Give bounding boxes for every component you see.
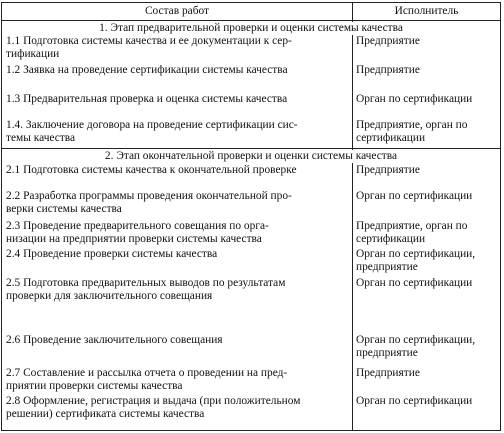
executor-cell: Орган по сертификации xyxy=(356,93,473,105)
executor-cell: Орган по сертификации, предприятие xyxy=(356,248,476,273)
work-cell: 2.3 Проведение предварительного совещания по орга- низации на предприятии проверки системы качества xyxy=(6,220,269,245)
work-cell: 2.8 Оформление, регистрация и выдача (при положительном решении) сертификата системы качества xyxy=(6,395,301,420)
section-title: 2. Этап окончательной проверки и оценки системы качества xyxy=(2,150,500,163)
work-cell: 1.1 Подготовка системы качества и ее документации к сер- тификации xyxy=(6,35,292,60)
work-cell: 1.3 Предварительная проверка и оценка системы качества xyxy=(6,93,288,105)
executor-cell: Предприятие xyxy=(356,35,420,47)
work-cell: 1.4. Заключение договора на проведение сертификации сис- темы качества xyxy=(6,119,298,144)
executor-cell: Предприятие xyxy=(356,164,420,176)
executor-cell: Предприятие xyxy=(356,64,420,76)
header-work: Состав работ xyxy=(144,5,210,17)
column-divider xyxy=(352,3,353,430)
executor-cell: Предприятие, орган по сертификации xyxy=(356,220,468,245)
executor-cell: Орган по сертификации, предприятие xyxy=(356,334,476,359)
header-executor: Исполнитель xyxy=(394,5,459,17)
work-cell: 2.6 Проведение заключительного совещания xyxy=(6,334,223,346)
section-title: 1. Этап предварительной проверки и оценки системы качества xyxy=(2,22,500,35)
executor-cell: Орган по сертификации xyxy=(356,395,473,407)
work-cell: 2.7 Составление и рассылка отчета о проведении на пред- приятии проверки системы качества xyxy=(6,367,288,392)
work-cell: 1.2 Заявка на проведение сертификации системы качества xyxy=(6,64,288,76)
table-header xyxy=(2,3,500,21)
executor-cell: Предприятие xyxy=(356,367,420,379)
work-cell: 2.5 Подготовка предварительных выводов по результатам проверки для заключительного совещания xyxy=(6,277,286,302)
executor-cell: Орган по сертификации xyxy=(356,190,473,202)
work-cell: 2.2 Разработка программы проведения окончательной про- верки системы качества xyxy=(6,190,292,215)
certification-works-table xyxy=(1,2,501,431)
work-cell: 2.1 Подготовка системы качества к окончательной проверке xyxy=(6,164,297,176)
executor-cell: Предприятие, орган по сертификации xyxy=(356,119,468,144)
work-cell: 2.4 Проведение проверки системы качества xyxy=(6,248,218,260)
section-divider xyxy=(2,148,500,149)
executor-cell: Орган по сертификации xyxy=(356,277,473,289)
